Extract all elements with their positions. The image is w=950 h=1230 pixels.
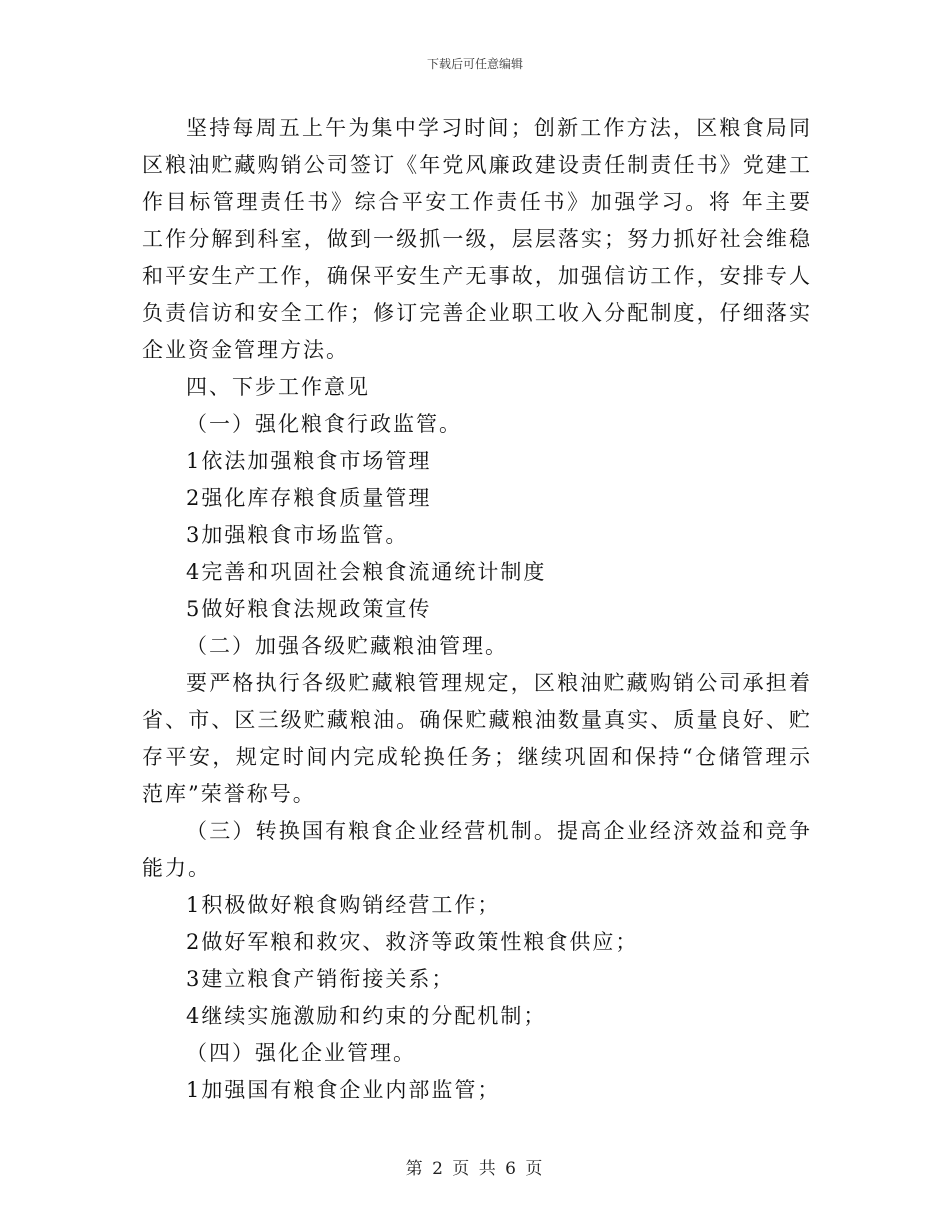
list-item: 3加强粮食市场监管。 — [186, 523, 409, 547]
page-header: 下载后可任意编辑 — [426, 57, 523, 71]
page-number: 第 2 页 共 6 页 — [405, 1159, 545, 1179]
list-item: 1加强国有粮食企业内部监管； — [186, 1078, 501, 1102]
list-item: 2做好军粮和救灾、救济等政策性粮食供应； — [186, 930, 639, 954]
list-item: 5做好粮食法规政策宣传 — [186, 597, 432, 621]
list-item: 4继续实施激励和约束的分配机制； — [186, 1004, 547, 1028]
paragraph-enterprise-mechanism: （三）转换国有粮食企业经营机制。提高企业经济效益和竞争能力。 — [142, 819, 812, 880]
subheading-reserve-management: （二）加强各级贮藏粮油管理。 — [186, 634, 508, 658]
list-item: 2强化库存粮食质量管理 — [186, 486, 432, 510]
section-heading-next-steps: 四、下步工作意见 — [186, 375, 370, 399]
list-item: 1积极做好粮食购销经营工作； — [186, 893, 501, 917]
list-item: 3建立粮食产销衔接关系； — [186, 967, 455, 991]
subheading-admin-supervision: （一）强化粮食行政监管。 — [186, 412, 462, 436]
paragraph-reserve-rules: 要严格执行各级贮藏粮管理规定，区粮油贮藏购销公司承担着省、市、区三级贮藏粮油。确保贮藏粮油数量真实、质量良好、贮存平安，规定时间内完成轮换任务；继续巩固和保持“仓储管理示范库”荣誉称号。 — [142, 671, 812, 806]
paragraph-study-work: 坚持每周五上午为集中学习时间；创新工作方法，区粮食局同区粮油贮藏购销公司签订《年党风廉政建设责任制责任书》党建工作目标管理责任书》综合平安工作责任书》加强学习。将 年主要工作分解到科室，做到一级抓一级，层层落实；努力抓好社会维稳和平安生产工作，确保平安生产无事故，加强信访工作，安排专人负责信访和安全工作；修订完善企业职工收入分配制度，仔细落实企业资金管理方法。 — [142, 116, 812, 362]
document-body — [142, 110, 812, 1109]
list-item: 1依法加强粮食市场管理 — [186, 449, 432, 473]
subheading-enterprise-management: （四）强化企业管理。 — [186, 1041, 416, 1065]
list-item: 4完善和巩固社会粮食流通统计制度 — [186, 560, 547, 584]
